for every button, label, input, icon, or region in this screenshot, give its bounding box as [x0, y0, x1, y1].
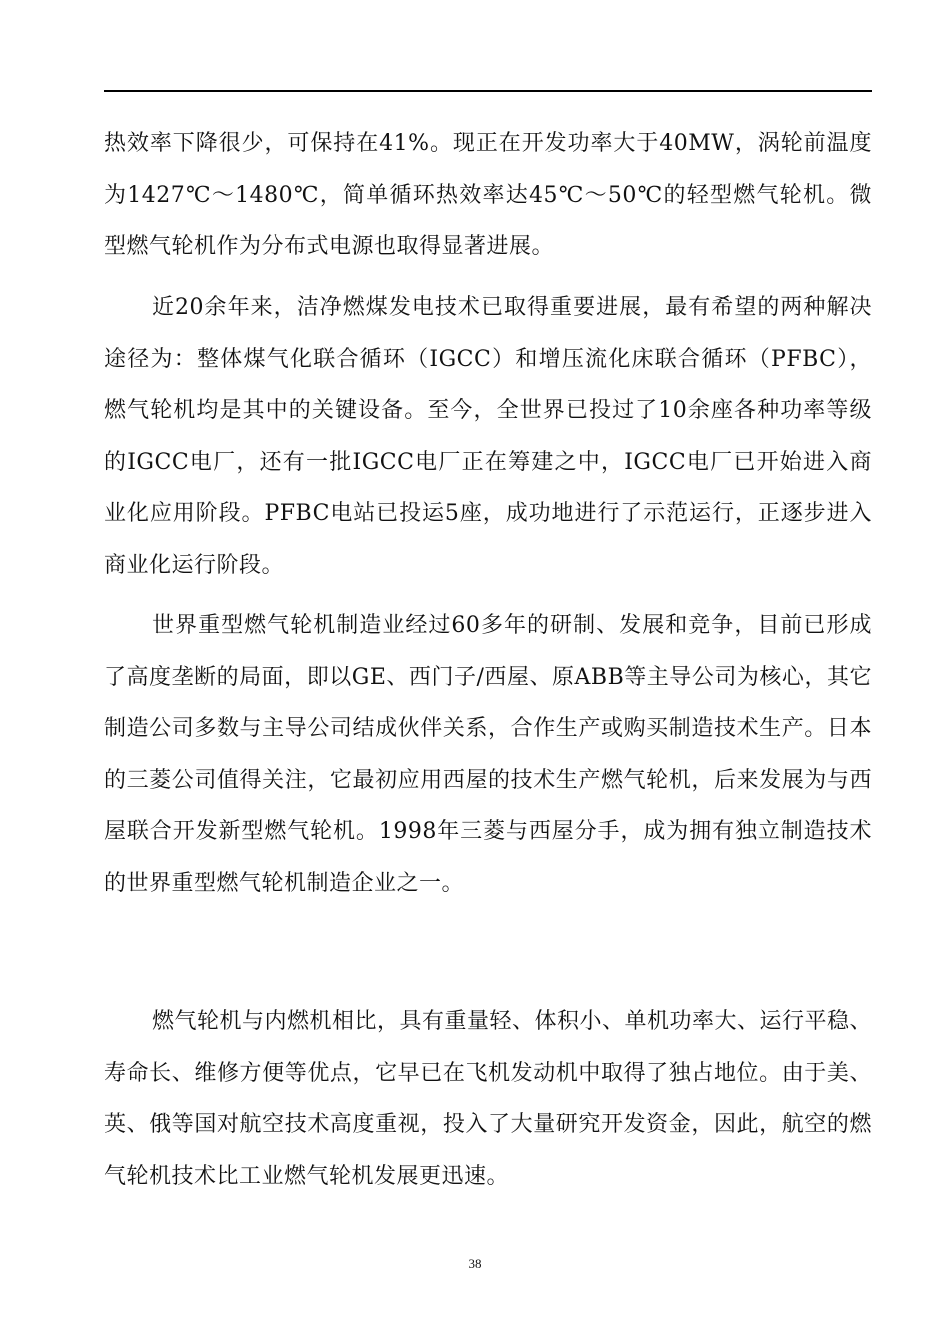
page-number: 38	[468, 1256, 482, 1271]
header-rule	[104, 90, 872, 92]
paragraph-advantages: 燃气轮机与内燃机相比，具有重量轻、体积小、单机功率大、运行平稳、寿命长、维修方便等优点，它早已在飞机发动机中取得了独占地位。由于美、英、俄等国对航空技术高度重视，投入了大量研究开发资金，因此，航空的燃气轮机技术比工业燃气轮机发展更迅速。	[104, 1009, 873, 1189]
paragraph-efficiency: 热效率下降很少，可保持在41%。现正在开发功率大于40MW，涡轮前温度为1427℃～1480℃，简单循环热效率达45℃～50℃的轻型燃气轮机。微型燃气轮机作为分布式电源也取得显著进展。	[104, 131, 872, 259]
paragraph-clean-coal: 近20余年来，洁净燃煤发电技术已取得重要进展，最有希望的两种解决途径为：整体煤气化联合循环（IGCC）和增压流化床联合循环（PFBC），燃气轮机均是其中的关键设备。至今，全世界已投过了10余座各种功率等级的IGCC电厂，还有一批IGCC电厂正在筹建之中，IGCC电厂已开始进入商业化应用阶段。PFBC电站已投运5座，成功地进行了示范运行，正逐步进入商业化运行阶段。	[104, 295, 872, 578]
paragraph-manufacturers: 世界重型燃气轮机制造业经过60多年的研制、发展和竞争，目前已形成了高度垄断的局面，即以GE、西门子/西屋、原ABB等主导公司为核心，其它制造公司多数与主导公司结成伙伴关系，合作生产或购买制造技术生产。日本的三菱公司值得关注，它最初应用西屋的技术生产燃气轮机，后来发展为与西屋联合开发新型燃气轮机。1998年三菱与西屋分手，成为拥有独立制造技术的世界重型燃气轮机制造企业之一。	[104, 613, 872, 896]
